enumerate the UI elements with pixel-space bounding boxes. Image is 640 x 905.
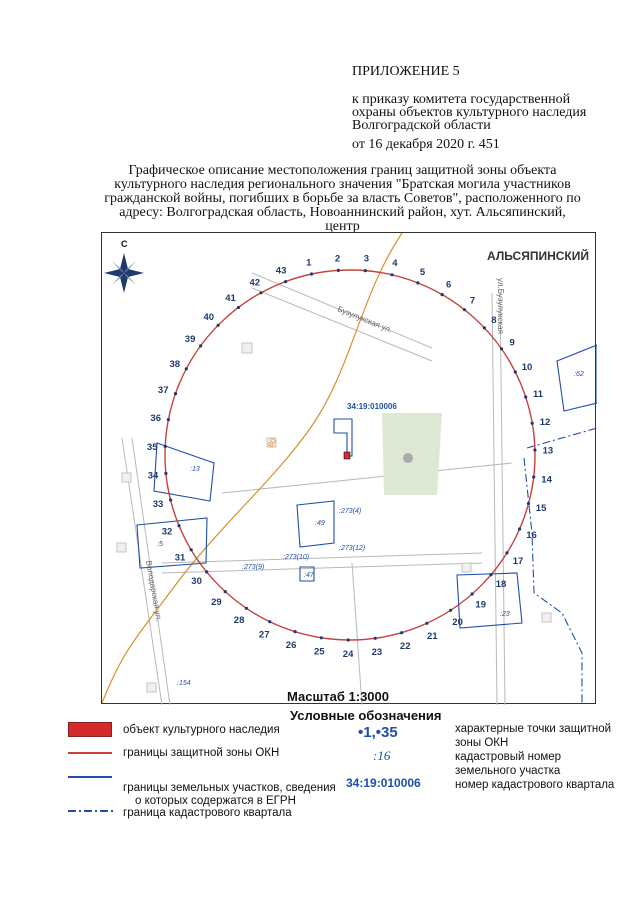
- zone-point-marker: [164, 445, 167, 448]
- legend-quarter-desc: номер кадастрового квартала: [455, 779, 615, 791]
- zone-point-label: 8: [491, 315, 497, 326]
- zone-point-marker: [400, 631, 403, 634]
- zone-point-marker: [416, 281, 419, 284]
- parcel-ref-273-4: :273(4): [339, 508, 362, 515]
- zone-point-marker: [524, 395, 527, 398]
- zone-point-marker: [199, 344, 202, 347]
- legend-cad-desc-1: кадастровый номер: [455, 751, 562, 763]
- parcel-label-49: :49: [315, 520, 325, 527]
- zone-point-label: 24: [342, 649, 354, 660]
- legend-zone-swatch: [68, 752, 112, 754]
- zone-point-marker: [284, 280, 287, 283]
- zone-point-marker: [364, 269, 367, 272]
- zone-point-label: 17: [512, 555, 524, 567]
- zone-point-label: 40: [203, 312, 215, 324]
- parcel-ref-273-9: :273(9): [242, 564, 265, 571]
- scale-label: Масштаб 1:3000: [287, 689, 390, 704]
- legend-quarter-text: граница кадастрового квартала: [123, 807, 292, 819]
- zone-point-marker: [533, 448, 536, 451]
- zone-point-label: 32: [161, 526, 173, 538]
- zone-point-marker: [205, 570, 208, 573]
- zone-point-label: 29: [211, 597, 222, 609]
- zone-point-marker: [489, 573, 492, 576]
- zone-point-label: 28: [233, 615, 245, 627]
- zone-point-label: 7: [469, 295, 476, 307]
- parcel-23: [457, 573, 522, 628]
- zone-point-label: 18: [495, 579, 507, 591]
- legend-points-sample: •1,•35: [358, 724, 398, 741]
- zone-point-marker: [518, 527, 521, 530]
- zone-point-marker: [500, 347, 503, 350]
- green-area: [382, 413, 442, 495]
- zone-point-label: 35: [146, 441, 158, 453]
- legend-okn-swatch: [68, 722, 112, 737]
- zone-point-label: 43: [275, 265, 287, 277]
- zone-point-label: 36: [150, 413, 161, 425]
- legend-parcel-text-2: о которых содержатся в ЕГРН: [135, 795, 296, 807]
- zone-point-label: 15: [535, 502, 547, 514]
- zone-point-label: 21: [427, 631, 438, 643]
- parcel-label-23: :23: [500, 611, 510, 618]
- zone-point-label: 19: [475, 599, 486, 611]
- building: [542, 613, 551, 622]
- zone-point-label: 2: [334, 253, 341, 265]
- zone-point-marker: [169, 498, 172, 501]
- legend-quarter-swatch: [68, 808, 116, 814]
- zone-point-label: 27: [258, 629, 270, 641]
- map-frame: [101, 232, 596, 704]
- settlement-label: АЛЬСЯПИНСКИЙ: [487, 249, 590, 263]
- parcel-label-5: :5: [157, 541, 163, 548]
- parcel-label-62: :62: [574, 371, 584, 378]
- building: [462, 563, 471, 572]
- order-date: от 16 декабря 2020 г. 451: [352, 137, 500, 152]
- parcel-okn: [334, 419, 352, 456]
- zone-point-label: 25: [314, 646, 325, 658]
- zone-point-marker: [167, 418, 170, 421]
- parcel-ref-273-10: :273(10): [283, 554, 310, 561]
- zone-point-label: 41: [225, 293, 236, 305]
- zone-point-marker: [164, 472, 167, 475]
- legend-cad-desc-2: земельного участка: [455, 765, 561, 777]
- zone-point-label: 38: [169, 358, 181, 370]
- zone-point-marker: [514, 370, 517, 373]
- legend-okn-text: объект культурного наследия: [123, 724, 280, 736]
- zone-point-marker: [527, 502, 530, 505]
- zone-point-marker: [449, 609, 452, 612]
- building: [242, 343, 252, 353]
- zone-point-label: 1: [306, 257, 312, 269]
- street-buzuluk-vert-label: ул.Бузулукская: [496, 278, 505, 334]
- order-line-3: Волгоградской области: [352, 118, 491, 133]
- appendix-title: ПРИЛОЖЕНИЕ 5: [352, 64, 460, 79]
- zone-point-marker: [374, 637, 377, 640]
- legend-parcel-text-1: границы земельных участков, сведения: [123, 782, 336, 794]
- zone-point-marker: [310, 272, 313, 275]
- zone-point-label: 22: [399, 641, 411, 653]
- zone-point-marker: [268, 620, 271, 623]
- street-south-line: [352, 563, 362, 705]
- zone-point-label: 37: [157, 385, 169, 397]
- title-line-5: центр: [325, 219, 360, 234]
- parcel-ref-273-12: :273(12): [339, 545, 366, 552]
- zone-point-label: 20: [452, 617, 463, 629]
- zone-point-label: 26: [285, 640, 297, 651]
- parcel-62: [557, 345, 597, 411]
- title-line-2: культурного наследия регионального значения "Братская могила участников: [114, 177, 571, 192]
- monument-icon: [403, 453, 413, 463]
- order-line-2: охраны объектов культурного наследия: [352, 105, 587, 120]
- zone-point-label: 10: [521, 362, 533, 374]
- parcel-13: [154, 443, 214, 501]
- zone-point-marker: [293, 630, 296, 633]
- legend-parcel-swatch: [68, 776, 112, 778]
- zone-point-label: 33: [152, 499, 164, 511]
- street-buzuluk-vert-line: [492, 293, 497, 705]
- legend-points-desc-2: зоны ОКН: [455, 737, 509, 749]
- okn-object: [344, 452, 350, 459]
- zone-point-marker: [174, 392, 177, 395]
- building: [117, 543, 126, 552]
- zone-point-marker: [190, 548, 193, 551]
- compass-north-label: С: [121, 239, 128, 249]
- zone-point-label: 6: [445, 279, 452, 291]
- zone-point-label: 13: [542, 445, 554, 457]
- zone-point-label: 12: [539, 416, 551, 428]
- streets: [122, 273, 515, 705]
- road-number: 80: [265, 436, 279, 449]
- zone-point-marker: [185, 367, 188, 370]
- street-mid-line: [222, 463, 512, 493]
- title-line-4: адресу: Волгоградская область, Новоаннинский район, хут. Альсяпинский,: [119, 205, 566, 220]
- street-horizontal-line-2: [162, 563, 482, 573]
- zone-point-marker: [320, 636, 323, 639]
- zone-point-label: 16: [526, 530, 537, 542]
- zone-point-marker: [337, 269, 340, 272]
- zone-point-marker: [531, 422, 534, 425]
- zone-point-marker: [259, 291, 262, 294]
- building: [147, 683, 156, 692]
- zone-point-label: 42: [249, 277, 261, 289]
- zone-point-label: 14: [541, 474, 552, 486]
- zone-point-marker: [224, 590, 227, 593]
- zone-point-marker: [217, 324, 220, 327]
- title-line-1: Графическое описание местоположения границ защитной зоны объекта: [128, 163, 557, 178]
- map-canvas: [102, 233, 597, 705]
- zone-point-label: 30: [191, 576, 202, 588]
- zone-point-marker: [245, 607, 248, 610]
- order-line-1: к приказу комитета государственной: [352, 92, 571, 107]
- legend-cad-sample: :16: [373, 748, 391, 763]
- zone-point-marker: [347, 638, 350, 641]
- street-horizontal-line: [162, 553, 482, 563]
- zone-point-label: 9: [509, 337, 515, 349]
- zone-point-marker: [425, 622, 428, 625]
- legend-title: Условные обозначения: [290, 708, 442, 723]
- quarter-number-label: 34:19:010006: [347, 402, 397, 411]
- zone-point-label: 31: [174, 552, 186, 564]
- zone-point-label: 4: [392, 258, 398, 270]
- building: [122, 473, 131, 482]
- zone-point-marker: [483, 326, 486, 329]
- compass-rose-icon: [104, 239, 144, 293]
- zone-point-label: 23: [371, 647, 383, 659]
- title-line-3: гражданской войны, погибших в борьбе за власть Советов", расположенного по: [104, 191, 581, 206]
- street-buzuluk-diag-line-2: [252, 288, 432, 361]
- parcel-boundaries: [137, 345, 597, 628]
- zone-point-label: 39: [184, 334, 196, 346]
- zone-point-marker: [471, 592, 474, 595]
- street-volodarsk-label: Володарская ул.: [144, 559, 164, 623]
- zone-point-marker: [441, 293, 444, 296]
- legend-zone-text: границы защитной зоны ОКН: [123, 747, 280, 759]
- parcel-label-13: :13: [190, 466, 200, 473]
- zone-point-label: 11: [532, 388, 544, 400]
- parcel-label-154: :154: [177, 680, 191, 687]
- zone-point-marker: [237, 306, 240, 309]
- zone-point-marker: [177, 524, 180, 527]
- zone-point-marker: [390, 273, 393, 276]
- zone-point-marker: [532, 475, 535, 478]
- parcel-label-47: :47: [304, 572, 314, 579]
- zone-point-label: 5: [419, 266, 426, 278]
- legend-points-desc-1: характерные точки защитной: [455, 723, 612, 735]
- document-title: [90, 164, 595, 234]
- zone-point-marker: [463, 308, 466, 311]
- legend-quarter-sample: 34:19:010006: [346, 776, 421, 790]
- street-buzuluk-diag-label: Бузулукская ул.: [336, 304, 394, 335]
- zone-point-label: 3: [363, 253, 370, 265]
- zone-point-marker: [505, 551, 508, 554]
- zone-point-label: 34: [147, 470, 159, 482]
- street-buzuluk-vert-line-2: [500, 293, 505, 705]
